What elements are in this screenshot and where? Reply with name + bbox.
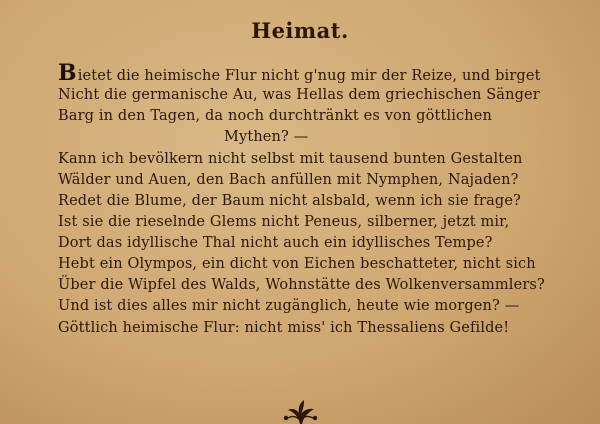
poem-line-8: Ist sie die rieselnde Glems nicht Peneus, silberner, jetzt mir,	[58, 214, 510, 230]
poem-line-9: Dort das idyllische Thal nicht auch ein idyllisches Tempe?	[58, 235, 493, 251]
poem-line-text: ietet die heimische Flur nicht g'nug mir der Reize, und birget	[77, 68, 541, 84]
poem-line-3: Barg in den Tagen, da noch durchtränkt es von göttlichen	[58, 108, 492, 124]
poem-line-10: Hebt ein Olympos, ein dicht von Eichen beschatteter, nicht sich	[58, 256, 536, 272]
poem-line-7: Redet die Blume, der Baum nicht alsbald, wenn ich sie frage?	[58, 193, 521, 209]
poem-line-11: Über die Wipfel des Walds, Wohnstätte des Wolkenversammlers?	[58, 277, 545, 293]
drop-initial: B	[58, 60, 77, 86]
poem-line-6: Wälder und Auen, den Bach anfüllen mit Nymphen, Najaden?	[58, 172, 519, 188]
poem-line-13: Göttlich heimische Flur: nicht miss' ich Thessaliens Gefilde!	[58, 320, 510, 336]
floral-ornament-icon	[278, 398, 322, 424]
poem-title: Heimat.	[251, 18, 349, 43]
poem-line-2: Nicht die germanische Au, was Hellas dem griechischen Sänger	[58, 87, 540, 103]
poem-line-4: Mythen? —	[224, 129, 309, 145]
poem-line-12: Und ist dies alles mir nicht zugänglich, heute wie morgen? —	[58, 298, 520, 314]
poem-line-1	[58, 60, 541, 86]
poem-line-5: Kann ich bevölkern nicht selbst mit tausend bunten Gestalten	[58, 151, 523, 167]
